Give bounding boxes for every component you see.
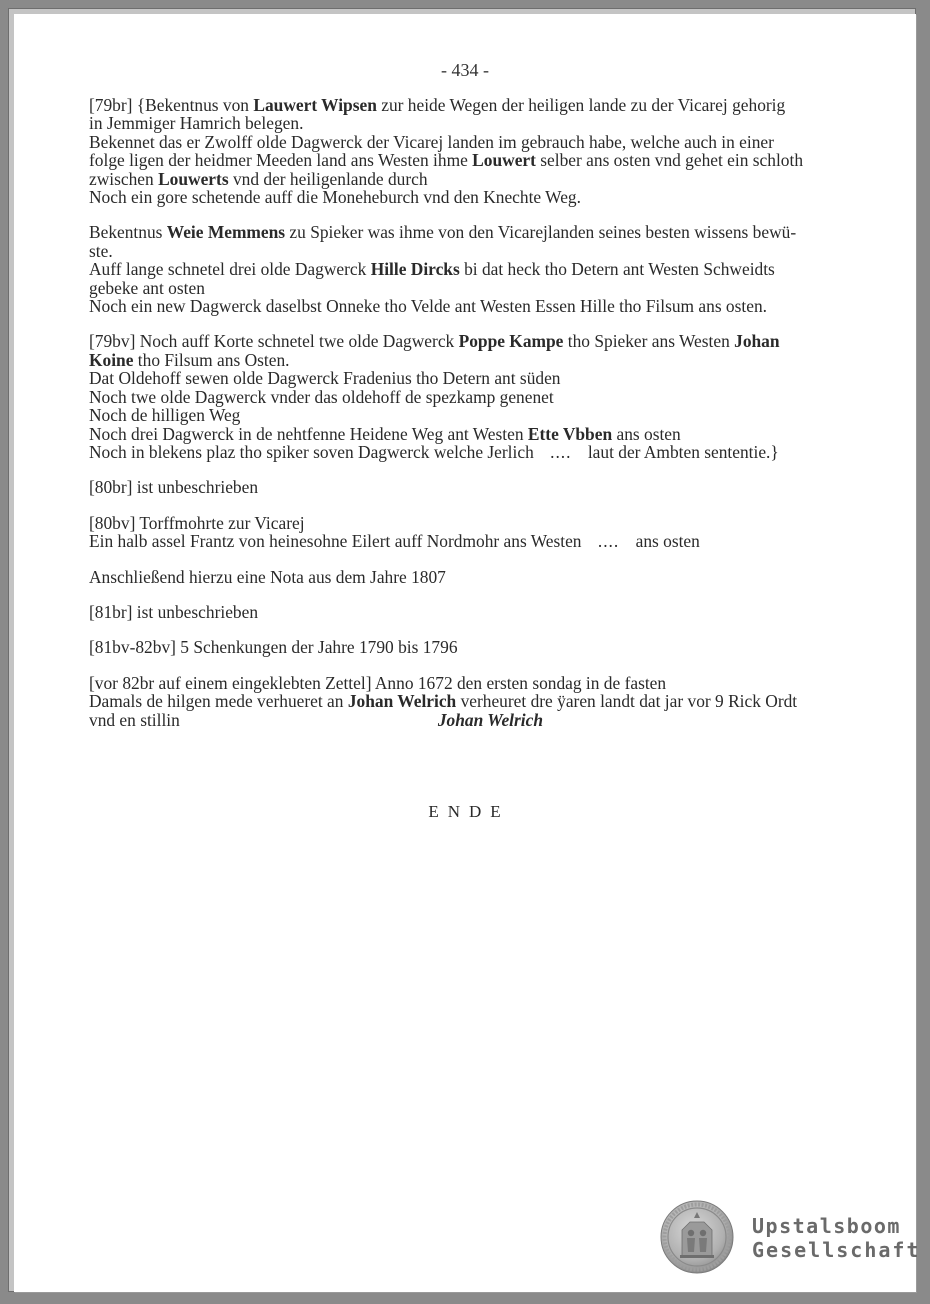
text-line <box>89 260 879 278</box>
text-run: Bekennet das er Zwolff olde Dagwerck der Vicarej landen im gebrauch habe, welche auch in einer <box>89 131 774 152</box>
end-marker: ENDE <box>428 802 510 821</box>
text-run: zwischen <box>89 168 159 189</box>
seal-icon <box>660 1200 734 1274</box>
text-run: Noch in blekens plaz tho spiker soven Dagwerck welche Jerlich <box>89 441 539 462</box>
text-line <box>89 568 879 586</box>
text-line <box>89 603 879 621</box>
page-number: - 434 - <box>441 60 489 80</box>
paragraph <box>89 514 879 551</box>
text-run: [81br] ist unbeschrieben <box>89 601 259 622</box>
text-run: [81bv-82bv] 5 Schenkungen der Jahre 1790 bis 1796 <box>89 637 458 658</box>
text-run: ans osten <box>612 423 681 444</box>
paragraph <box>89 223 879 315</box>
text-run: laut der Ambten sententie.} <box>583 441 779 462</box>
text-run: zu Spieker was ihme von den Vicarejlanden seines besten wissens bewü- <box>285 222 797 243</box>
name-text: Koine <box>89 349 134 370</box>
text-run: [79bv] Noch auff Korte schnetel twe olde Dagwerck <box>89 331 459 352</box>
text-line <box>89 406 879 424</box>
text-run: [80br] ist unbeschrieben <box>89 477 259 498</box>
document-body <box>89 96 879 746</box>
text-line <box>89 351 879 369</box>
text-line <box>89 674 879 692</box>
text-run: zur heide Wegen der heiligen lande zu der Vicarej gehorig <box>376 95 786 115</box>
text-line <box>89 478 879 496</box>
text-line <box>89 279 879 297</box>
name-text: Johan Welrich <box>347 691 457 712</box>
text-run: Ein halb assel Frantz von heinesohne Eilert auff Nordmohr ans Westen <box>89 531 586 552</box>
paragraph <box>89 332 879 461</box>
text-run: Dat Oldehoff sewen olde Dagwerck Fradenius tho Detern ant süden <box>89 368 561 389</box>
text-line <box>89 96 879 114</box>
text-line <box>89 297 879 315</box>
text-run: selber ans osten vnd gehet ein schloth <box>535 150 804 171</box>
text-run: Damals de hilgen mede verhueret an <box>89 691 348 712</box>
paragraph <box>89 96 879 206</box>
ellipsis: .... <box>550 441 572 462</box>
text-run: Bekentnus <box>89 222 167 243</box>
text-run: Noch drei Dagwerck in de nehtfenne Heidene Weg ant Westen <box>89 423 528 444</box>
paragraph <box>89 568 879 586</box>
text-run: Auff lange schnetel drei olde Dagwerck <box>89 259 371 280</box>
text-run: ste. <box>89 240 113 261</box>
text-run: vnd en stillin <box>89 709 180 730</box>
text-run: [80bv] Torffmohrte zur Vicarej <box>89 512 305 533</box>
text-run: Noch ein new Dagwerck daselbst Onneke tho Velde ant Westen Essen Hille tho Filsum ans osten. <box>89 296 767 317</box>
logo-text-line2: Gesellschaft <box>752 1238 921 1262</box>
text-line <box>89 114 879 132</box>
text-line <box>89 188 879 206</box>
text-line <box>89 388 879 406</box>
text-run: Noch ein gore schetende auff die Moneheburch vnd den Knechte Weg. <box>89 187 581 208</box>
name-text: Hille Dircks <box>370 259 460 280</box>
text-run: Noch de hilligen Weg <box>89 405 241 426</box>
text-run: Anschließend hierzu eine Nota aus dem Jahre 1807 <box>89 566 446 587</box>
text-line <box>89 242 879 260</box>
paragraph <box>89 478 879 496</box>
text-line <box>89 514 879 532</box>
text-line <box>89 711 879 729</box>
signature: Johan Welrich <box>437 709 544 730</box>
text-line <box>89 133 879 151</box>
text-line <box>89 638 879 656</box>
paragraph <box>89 674 879 729</box>
text-run: vnd der heiligenlande durch <box>228 168 428 189</box>
name-text: Weie Memmens <box>166 222 286 243</box>
text-run: [79br] {Bekentnus von <box>89 95 254 115</box>
text-run: verheuret dre ÿaren landt dat jar vor 9 Rick Ordt <box>456 691 798 712</box>
text-line <box>89 692 879 710</box>
paragraph <box>89 603 879 621</box>
paragraph <box>89 638 879 656</box>
logo-text-line1: Upstalsboom <box>752 1214 901 1238</box>
text-run: tho Spieker ans Westen <box>563 331 735 352</box>
text-run: folge ligen der heidmer Meeden land ans Westen ihme <box>89 150 473 171</box>
text-line <box>89 425 879 443</box>
text-run: in Jemmiger Hamrich belegen. <box>89 113 304 134</box>
name-text: Louwerts <box>158 168 229 189</box>
text-line <box>89 369 879 387</box>
name-text: Ette Vbben <box>527 423 613 444</box>
text-run: Noch twe olde Dagwerck vnder das oldehoff de spezkamp genenet <box>89 386 554 407</box>
name-text: Johan <box>734 331 780 352</box>
text-run: gebeke ant osten <box>89 277 205 298</box>
text-line <box>89 332 879 350</box>
text-line <box>89 443 879 461</box>
text-run: tho Filsum ans Osten. <box>133 349 290 370</box>
text-line <box>89 223 879 241</box>
ellipsis: .... <box>597 531 620 552</box>
text-run: bi dat heck tho Detern ant Westen Schweidts <box>459 259 775 280</box>
text-run: ans osten <box>631 531 700 552</box>
text-line <box>89 170 879 188</box>
text-line <box>89 532 879 550</box>
society-logo <box>658 1198 921 1276</box>
name-text: Lauwert Wipsen <box>253 95 377 115</box>
text-run: [vor 82br auf einem eingeklebten Zettel] Anno 1672 den ersten sondag in de fasten <box>89 672 667 693</box>
text-line <box>89 151 879 169</box>
name-text: Poppe Kampe <box>458 331 564 352</box>
name-text: Louwert <box>472 150 536 171</box>
